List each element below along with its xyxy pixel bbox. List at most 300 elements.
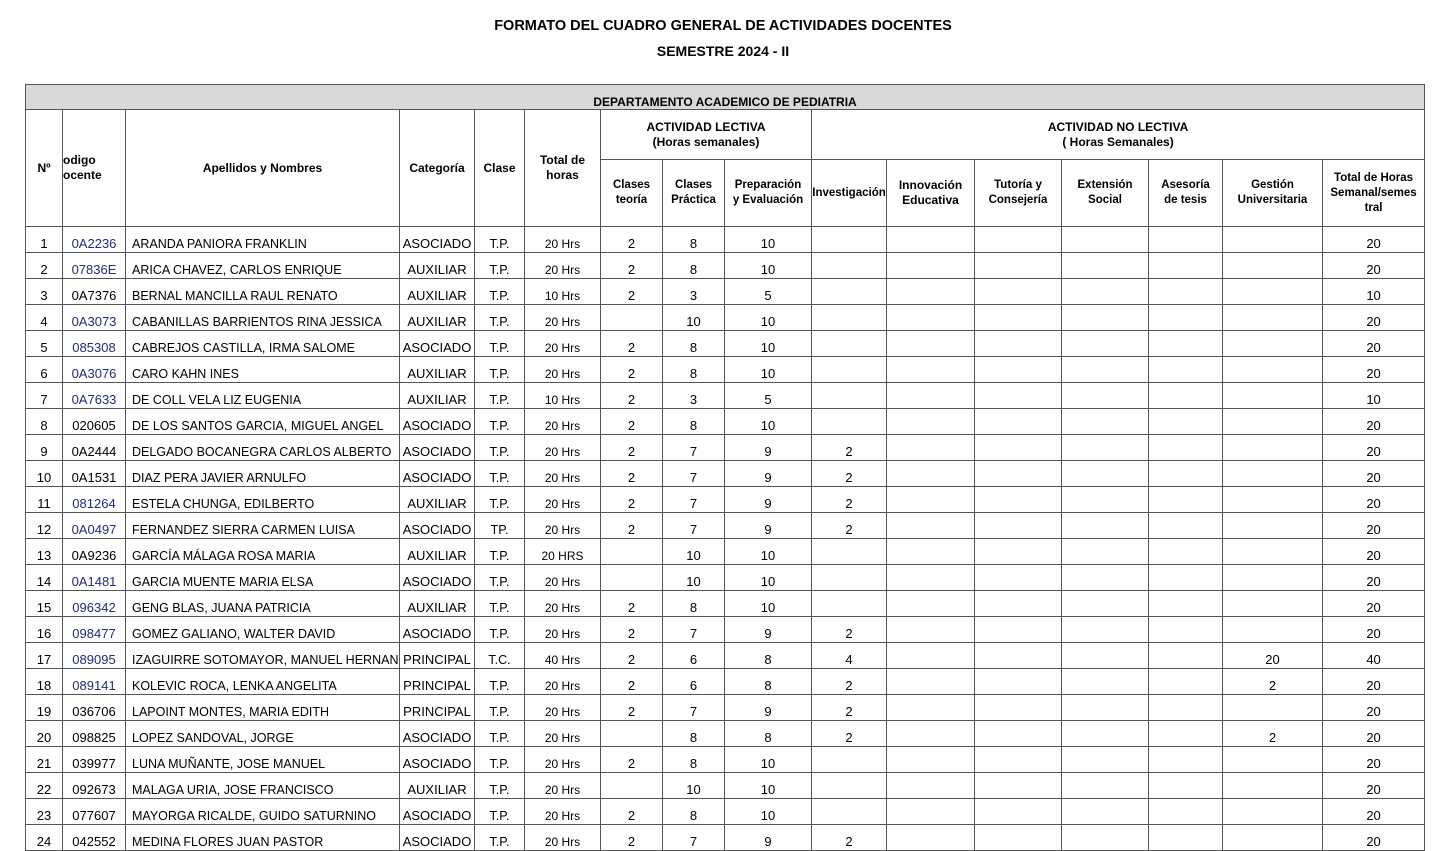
col-header-n: Nº: [26, 110, 63, 227]
cell-nombre: LUNA MUÑANTE, JOSE MANUEL: [126, 747, 400, 773]
cell-total-semanal: 20: [1323, 669, 1425, 695]
cell-asesoria: [1149, 305, 1223, 331]
cell-clases-practica: 7: [663, 513, 725, 539]
cell-investigacion: 2: [812, 513, 887, 539]
cell-asesoria: [1149, 279, 1223, 305]
cell-extension: [1062, 383, 1149, 409]
cell-clases-teoria: [601, 539, 663, 565]
cell-nombre: MEDINA FLORES JUAN PASTOR: [126, 825, 400, 851]
cell-clases-teoria: 2: [601, 643, 663, 669]
cell-total-horas: 20 Hrs: [525, 461, 601, 487]
cell-gestion: 2: [1223, 721, 1323, 747]
cell-total-horas: 20 Hrs: [525, 357, 601, 383]
cell-nombre: BERNAL MANCILLA RAUL RENATO: [126, 279, 400, 305]
cell-preparacion: 9: [725, 435, 812, 461]
cell-total-horas: 20 Hrs: [525, 617, 601, 643]
cell-total-semanal: 20: [1323, 357, 1425, 383]
cell-codigo: 0A3076: [63, 357, 126, 383]
cell-nombre: GARCÍA MÁLAGA ROSA MARIA: [126, 539, 400, 565]
cell-total-horas: 20 Hrs: [525, 773, 601, 799]
cell-clases-practica: 8: [663, 747, 725, 773]
col-group-no-lectiva-line2: ( Horas Semanales): [1062, 134, 1174, 149]
cell-innovacion: [887, 747, 975, 773]
cell-nombre: DIAZ PERA JAVIER ARNULFO: [126, 461, 400, 487]
cell-number: 11: [26, 487, 63, 513]
col-group-actividad-no-lectiva: [812, 110, 1425, 160]
cell-preparacion: 10: [725, 253, 812, 279]
cell-clase: TP.: [475, 513, 525, 539]
cell-total-semanal: 20: [1323, 487, 1425, 513]
cell-tutoria: [975, 435, 1062, 461]
cell-clase: T.P.: [475, 305, 525, 331]
col-header-asesoria: [1149, 160, 1223, 227]
cell-clases-teoria: 2: [601, 331, 663, 357]
cell-clase: T.P.: [475, 695, 525, 721]
cell-codigo: 098825: [63, 721, 126, 747]
cell-extension: [1062, 799, 1149, 825]
cell-categoria: ASOCIADO: [400, 331, 475, 357]
cell-tutoria: [975, 617, 1062, 643]
cell-innovacion: [887, 305, 975, 331]
cell-clases-teoria: 2: [601, 357, 663, 383]
cell-clases-teoria: [601, 565, 663, 591]
cell-innovacion: [887, 227, 975, 253]
col-header-innovacion: [887, 160, 975, 227]
cell-investigacion: 2: [812, 825, 887, 851]
cell-preparacion: 5: [725, 279, 812, 305]
table-row: [26, 331, 1425, 357]
cell-investigacion: [812, 227, 887, 253]
col-header-total-semanal-line1: Total de Horas: [1334, 171, 1414, 184]
cell-clase: T.P.: [475, 279, 525, 305]
document-title: FORMATO DEL CUADRO GENERAL DE ACTIVIDADES DOCENTES: [494, 18, 952, 34]
cell-innovacion: [887, 331, 975, 357]
cell-clases-practica: 3: [663, 279, 725, 305]
table-row: [26, 591, 1425, 617]
cell-investigacion: [812, 799, 887, 825]
col-header-asesoria-line2: de tesis: [1164, 194, 1207, 206]
cell-investigacion: 2: [812, 669, 887, 695]
cell-categoria: ASOCIADO: [400, 513, 475, 539]
col-header-clases-teoria: [601, 160, 663, 227]
cell-investigacion: 2: [812, 721, 887, 747]
cell-categoria: AUXILIAR: [400, 253, 475, 279]
cell-clase: T.P.: [475, 331, 525, 357]
cell-clases-teoria: [601, 721, 663, 747]
cell-total-horas: 10 Hrs: [525, 383, 601, 409]
cell-codigo: 077607: [63, 799, 126, 825]
col-header-gestion: [1223, 160, 1323, 227]
col-header-tutoria-line2: Consejería: [988, 194, 1048, 206]
cell-innovacion: [887, 617, 975, 643]
cell-clase: T.P.: [475, 253, 525, 279]
table-row: [26, 747, 1425, 773]
activities-table: [25, 84, 1425, 851]
cell-categoria: AUXILIAR: [400, 591, 475, 617]
col-header-clases-practica-line1: Clases: [674, 179, 713, 191]
cell-total-semanal: 10: [1323, 279, 1425, 305]
col-header-total-horas-line1: Total de: [539, 153, 586, 167]
cell-clase: T.P.: [475, 825, 525, 851]
cell-asesoria: [1149, 487, 1223, 513]
cell-codigo: 089095: [63, 643, 126, 669]
cell-clases-practica: 7: [663, 461, 725, 487]
cell-number: 3: [26, 279, 63, 305]
cell-preparacion: 8: [725, 721, 812, 747]
cell-innovacion: [887, 253, 975, 279]
cell-categoria: ASOCIADO: [400, 825, 475, 851]
cell-extension: [1062, 357, 1149, 383]
cell-extension: [1062, 773, 1149, 799]
cell-gestion: [1223, 747, 1323, 773]
cell-gestion: [1223, 513, 1323, 539]
cell-total-horas: 20 Hrs: [525, 487, 601, 513]
cell-total-semanal: 20: [1323, 695, 1425, 721]
cell-categoria: ASOCIADO: [400, 799, 475, 825]
cell-tutoria: [975, 253, 1062, 279]
cell-clases-practica: 10: [663, 539, 725, 565]
col-header-investigacion: Investigación: [812, 160, 887, 227]
cell-tutoria: [975, 513, 1062, 539]
cell-codigo: 0A1531: [63, 461, 126, 487]
cell-total-semanal: 20: [1323, 435, 1425, 461]
cell-investigacion: 2: [812, 435, 887, 461]
cell-asesoria: [1149, 409, 1223, 435]
col-header-preparacion: [725, 160, 812, 227]
col-header-clases-teoria-line2: teoría: [615, 194, 648, 206]
cell-number: 12: [26, 513, 63, 539]
cell-nombre: ESTELA CHUNGA, EDILBERTO: [126, 487, 400, 513]
cell-investigacion: [812, 383, 887, 409]
cell-categoria: ASOCIADO: [400, 435, 475, 461]
cell-categoria: PRINCIPAL: [400, 643, 475, 669]
cell-clases-teoria: 2: [601, 825, 663, 851]
cell-total-semanal: 20: [1323, 227, 1425, 253]
cell-codigo: 0A2444: [63, 435, 126, 461]
col-header-codigo-line1: odigo: [63, 153, 96, 167]
cell-tutoria: [975, 487, 1062, 513]
cell-tutoria: [975, 747, 1062, 773]
cell-clase: T.P.: [475, 565, 525, 591]
table-row: [26, 435, 1425, 461]
cell-asesoria: [1149, 461, 1223, 487]
cell-extension: [1062, 825, 1149, 851]
cell-gestion: 2: [1223, 669, 1323, 695]
cell-number: 9: [26, 435, 63, 461]
cell-clases-practica: 6: [663, 669, 725, 695]
cell-investigacion: [812, 591, 887, 617]
cell-nombre: KOLEVIC ROCA, LENKA ANGELITA: [126, 669, 400, 695]
cell-tutoria: [975, 331, 1062, 357]
cell-tutoria: [975, 591, 1062, 617]
cell-gestion: [1223, 435, 1323, 461]
table-row: [26, 617, 1425, 643]
cell-extension: [1062, 279, 1149, 305]
cell-clases-practica: 10: [663, 773, 725, 799]
cell-number: 1: [26, 227, 63, 253]
cell-investigacion: [812, 565, 887, 591]
col-header-gestion-line2: Universitaria: [1237, 194, 1308, 206]
cell-clase: T.P.: [475, 747, 525, 773]
cell-investigacion: [812, 409, 887, 435]
cell-categoria: AUXILIAR: [400, 773, 475, 799]
cell-total-horas: 20 Hrs: [525, 799, 601, 825]
cell-codigo: 0A3073: [63, 305, 126, 331]
col-header-clases-teoria-line1: Clases: [612, 179, 651, 191]
cell-categoria: PRINCIPAL: [400, 669, 475, 695]
cell-tutoria: [975, 799, 1062, 825]
cell-extension: [1062, 747, 1149, 773]
cell-nombre: DE COLL VELA LIZ EUGENIA: [126, 383, 400, 409]
table-row: [26, 305, 1425, 331]
table-row: [26, 487, 1425, 513]
cell-total-semanal: 20: [1323, 773, 1425, 799]
col-header-preparacion-line1: Preparación: [734, 179, 802, 191]
cell-investigacion: 2: [812, 487, 887, 513]
cell-clase: T.C.: [475, 643, 525, 669]
cell-innovacion: [887, 591, 975, 617]
cell-gestion: [1223, 331, 1323, 357]
cell-gestion: [1223, 487, 1323, 513]
table-row: [26, 825, 1425, 851]
cell-innovacion: [887, 279, 975, 305]
cell-clases-teoria: 2: [601, 383, 663, 409]
cell-extension: [1062, 643, 1149, 669]
cell-categoria: ASOCIADO: [400, 747, 475, 773]
cell-preparacion: 10: [725, 799, 812, 825]
cell-tutoria: [975, 461, 1062, 487]
col-header-innovacion-line2: Educativa: [902, 193, 959, 207]
cell-nombre: LOPEZ SANDOVAL, JORGE: [126, 721, 400, 747]
cell-total-horas: 20 Hrs: [525, 331, 601, 357]
cell-clase: T.P.: [475, 773, 525, 799]
cell-nombre: CARO KAHN INES: [126, 357, 400, 383]
col-header-extension: [1062, 160, 1149, 227]
cell-number: 17: [26, 643, 63, 669]
cell-preparacion: 9: [725, 487, 812, 513]
col-header-total-horas: [525, 110, 601, 227]
cell-clases-practica: 8: [663, 253, 725, 279]
cell-clases-teoria: 2: [601, 513, 663, 539]
cell-total-horas: 20 Hrs: [525, 435, 601, 461]
cell-gestion: [1223, 409, 1323, 435]
cell-preparacion: 10: [725, 565, 812, 591]
table-row: [26, 643, 1425, 669]
cell-asesoria: [1149, 721, 1223, 747]
cell-total-horas: 20 Hrs: [525, 305, 601, 331]
col-header-tutoria: [975, 160, 1062, 227]
cell-clase: T.P.: [475, 435, 525, 461]
cell-categoria: ASOCIADO: [400, 565, 475, 591]
col-group-no-lectiva-line1: ACTIVIDAD NO LECTIVA: [1047, 119, 1189, 134]
cell-categoria: AUXILIAR: [400, 539, 475, 565]
col-header-innovacion-line1: Innovación: [898, 178, 963, 192]
cell-total-semanal: 20: [1323, 513, 1425, 539]
table-row: [26, 721, 1425, 747]
cell-tutoria: [975, 721, 1062, 747]
cell-preparacion: 10: [725, 227, 812, 253]
col-group-lectiva-line2: (Horas semanales): [652, 134, 760, 149]
cell-clases-teoria: 2: [601, 487, 663, 513]
cell-total-horas: 20 Hrs: [525, 409, 601, 435]
cell-categoria: AUXILIAR: [400, 305, 475, 331]
cell-investigacion: [812, 253, 887, 279]
cell-total-horas: 20 Hrs: [525, 695, 601, 721]
cell-extension: [1062, 305, 1149, 331]
cell-nombre: MALAGA URIA, JOSE FRANCISCO: [126, 773, 400, 799]
col-header-codigo-line2: ocente: [63, 168, 102, 182]
cell-clases-teoria: [601, 305, 663, 331]
cell-asesoria: [1149, 357, 1223, 383]
cell-clases-teoria: 2: [601, 591, 663, 617]
table-row: [26, 253, 1425, 279]
cell-clases-practica: 7: [663, 435, 725, 461]
cell-total-semanal: 20: [1323, 565, 1425, 591]
cell-preparacion: 10: [725, 773, 812, 799]
table-row: [26, 383, 1425, 409]
cell-codigo: 092673: [63, 773, 126, 799]
cell-number: 22: [26, 773, 63, 799]
cell-codigo: 0A1481: [63, 565, 126, 591]
cell-innovacion: [887, 825, 975, 851]
cell-nombre: MAYORGA RICALDE, GUIDO SATURNINO: [126, 799, 400, 825]
cell-gestion: [1223, 383, 1323, 409]
cell-innovacion: [887, 565, 975, 591]
document-subtitle: SEMESTRE 2024 - II: [656, 43, 790, 59]
cell-total-semanal: 10: [1323, 383, 1425, 409]
cell-nombre: GENG BLAS, JUANA PATRICIA: [126, 591, 400, 617]
cell-clases-teoria: 2: [601, 669, 663, 695]
cell-asesoria: [1149, 825, 1223, 851]
cell-tutoria: [975, 383, 1062, 409]
cell-categoria: ASOCIADO: [400, 721, 475, 747]
cell-codigo: 0A7376: [63, 279, 126, 305]
cell-number: 2: [26, 253, 63, 279]
col-header-extension-line1: Extensión: [1077, 179, 1133, 191]
cell-total-semanal: 20: [1323, 747, 1425, 773]
cell-nombre: CABANILLAS BARRIENTOS RINA JESSICA: [126, 305, 400, 331]
cell-tutoria: [975, 669, 1062, 695]
cell-codigo: 0A9236: [63, 539, 126, 565]
table-row: [26, 669, 1425, 695]
cell-preparacion: 9: [725, 695, 812, 721]
table-row: [26, 799, 1425, 825]
cell-clases-teoria: 2: [601, 799, 663, 825]
table-row: [26, 357, 1425, 383]
cell-innovacion: [887, 721, 975, 747]
table-row: [26, 695, 1425, 721]
cell-total-semanal: 20: [1323, 721, 1425, 747]
cell-investigacion: [812, 357, 887, 383]
cell-preparacion: 10: [725, 591, 812, 617]
cell-gestion: [1223, 539, 1323, 565]
cell-number: 21: [26, 747, 63, 773]
cell-total-horas: 20 Hrs: [525, 253, 601, 279]
cell-tutoria: [975, 279, 1062, 305]
cell-preparacion: 10: [725, 357, 812, 383]
cell-tutoria: [975, 773, 1062, 799]
cell-clases-teoria: 2: [601, 409, 663, 435]
cell-number: 15: [26, 591, 63, 617]
cell-gestion: [1223, 565, 1323, 591]
col-group-lectiva-line1: ACTIVIDAD LECTIVA: [646, 119, 766, 134]
cell-nombre: DE LOS SANTOS GARCIA, MIGUEL ANGEL: [126, 409, 400, 435]
cell-extension: [1062, 409, 1149, 435]
cell-investigacion: [812, 773, 887, 799]
cell-total-semanal: 20: [1323, 591, 1425, 617]
col-group-actividad-lectiva: [601, 110, 812, 160]
cell-number: 7: [26, 383, 63, 409]
cell-preparacion: 10: [725, 747, 812, 773]
cell-innovacion: [887, 643, 975, 669]
cell-nombre: GOMEZ GALIANO, WALTER DAVID: [126, 617, 400, 643]
cell-codigo: 020605: [63, 409, 126, 435]
cell-asesoria: [1149, 435, 1223, 461]
cell-innovacion: [887, 799, 975, 825]
cell-number: 10: [26, 461, 63, 487]
cell-total-horas: 20 Hrs: [525, 513, 601, 539]
cell-clases-teoria: 2: [601, 617, 663, 643]
table-row: [26, 773, 1425, 799]
cell-clase: T.P.: [475, 539, 525, 565]
department-header: DEPARTAMENTO ACADEMICO DE PEDIATRIA: [26, 85, 1425, 110]
cell-clase: T.P.: [475, 409, 525, 435]
cell-clases-practica: 7: [663, 617, 725, 643]
cell-innovacion: [887, 695, 975, 721]
cell-clases-teoria: 2: [601, 435, 663, 461]
col-header-clases-practica-line2: Práctica: [671, 194, 716, 206]
cell-total-semanal: 20: [1323, 825, 1425, 851]
cell-gestion: 20: [1223, 643, 1323, 669]
cell-clases-teoria: 2: [601, 747, 663, 773]
cell-innovacion: [887, 357, 975, 383]
cell-total-semanal: 20: [1323, 461, 1425, 487]
cell-clases-teoria: 2: [601, 253, 663, 279]
cell-clases-practica: 8: [663, 721, 725, 747]
cell-categoria: ASOCIADO: [400, 461, 475, 487]
cell-total-horas: 20 Hrs: [525, 565, 601, 591]
cell-investigacion: 4: [812, 643, 887, 669]
cell-asesoria: [1149, 747, 1223, 773]
cell-total-semanal: 20: [1323, 409, 1425, 435]
cell-tutoria: [975, 357, 1062, 383]
cell-nombre: DELGADO BOCANEGRA CARLOS ALBERTO: [126, 435, 400, 461]
cell-clases-practica: 8: [663, 409, 725, 435]
cell-categoria: ASOCIADO: [400, 617, 475, 643]
cell-nombre: CABREJOS CASTILLA, IRMA SALOME: [126, 331, 400, 357]
cell-tutoria: [975, 825, 1062, 851]
cell-categoria: ASOCIADO: [400, 409, 475, 435]
col-header-preparacion-line2: y Evaluación: [732, 194, 804, 206]
col-header-extension-line2: Social: [1088, 194, 1122, 206]
cell-asesoria: [1149, 331, 1223, 357]
cell-clases-teoria: [601, 773, 663, 799]
col-header-total-semanal: [1323, 160, 1425, 227]
cell-tutoria: [975, 695, 1062, 721]
cell-gestion: [1223, 279, 1323, 305]
cell-clases-practica: 7: [663, 487, 725, 513]
cell-clases-teoria: 2: [601, 279, 663, 305]
col-header-codigo: [63, 110, 126, 227]
cell-investigacion: [812, 539, 887, 565]
cell-total-horas: 20 Hrs: [525, 669, 601, 695]
cell-asesoria: [1149, 669, 1223, 695]
cell-preparacion: 9: [725, 617, 812, 643]
cell-clases-practica: 3: [663, 383, 725, 409]
cell-preparacion: 9: [725, 513, 812, 539]
cell-categoria: AUXILIAR: [400, 487, 475, 513]
cell-categoria: AUXILIAR: [400, 383, 475, 409]
